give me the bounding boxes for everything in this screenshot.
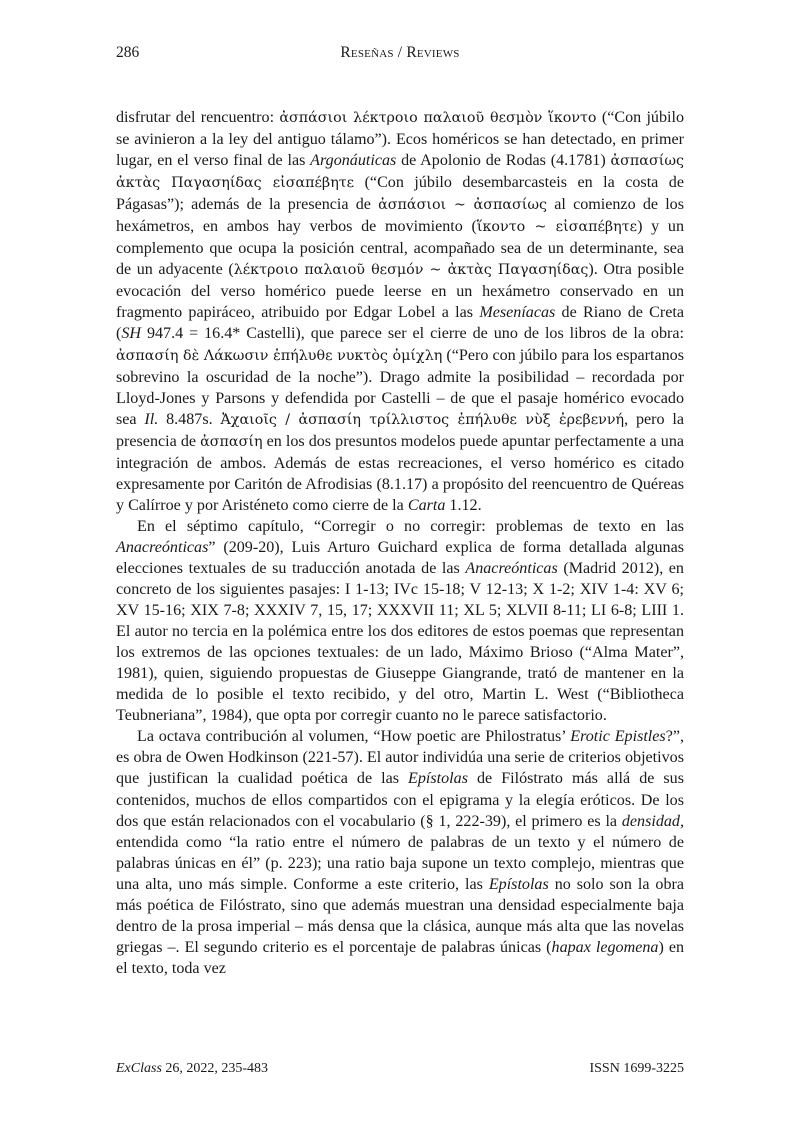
text-run: (“Con júbilo desembarcasteis en la costa de Págasas”); además de la presencia de	[116, 174, 684, 214]
text-run: ). Otra posible evocación del verso homérico puede leerse en un hexámetro conservado en un fragmento papiráceo, atribuido por Edgar Lobel a las	[116, 261, 684, 322]
text-run: , pero la presencia de	[116, 410, 685, 450]
text-run: (Madrid 2012), en concreto de los siguientes pasajes: I 1-13; IVc 15-18; V 12-13; X 1-2; XIV 1-4: XV 6; XV 15-16; XIX 7-8; XXXIV 7, 15, 17; XXXVII 11; XL 5; XLVII 8-11; LI 6-8; LIII 1. El autor no tercia en la polémica entre los dos editores de estos poemas que representan los extremos de las opciones textuales: de un lado, Máximo Brioso (“Alma Mater”, 1981), quien, siguiendo propuestas de Giuseppe Giangrande, trató de mantener en la medida de lo posible el texto recibido, y del otro, Martin L. West (“Bibliotheca Teubneriana”, 1984), que opta por corregir cuanto no le parece satisfactorio.	[116, 559, 684, 725]
greek-quote: Ἀχαιοῖς / ἀσπασίη τρίλλιστος ἐπήλυθε νὺξ ἐρεβεννή	[220, 411, 625, 428]
text-run: ) en el texto, toda vez	[116, 938, 685, 977]
italic-term: Anacreónticas	[465, 559, 558, 577]
text-run: al comienzo de los hexámetros, en ambos hay verbos de movimiento (	[116, 196, 684, 236]
italic-term: hapax legomena	[551, 938, 659, 956]
text-run: entendida como “la ratio entre el número de palabras de un texto y el número de palabras únicas en él” (p. 223); una ratio baja supone un texto complejo, mientras que una alta, uno más simple. Conforme a este criterio, las	[116, 833, 684, 893]
italic-term: Epístolas	[488, 875, 549, 893]
greek-quote: ἀσπάσιοι ~ ἀσπασίως	[378, 197, 548, 214]
italic-term: Meseníacas	[479, 304, 556, 322]
greek-quote: ἀσπασίως ἀκτὰς Παγασηίδας εἰσαπέβητε	[116, 153, 684, 192]
paragraph	[116, 516, 684, 726]
italic-term: Erotic Epistles	[570, 728, 666, 746]
volume-pages: 26, 2022, 235-483	[161, 1061, 269, 1076]
page-number: 286	[116, 44, 140, 61]
italic-term: Il.	[144, 410, 159, 428]
italic-term: SH	[121, 325, 142, 343]
text-run: (“Pero con júbilo para los espartanos sobrevino la oscuridad de la noche”). Drago admite la posibilidad – recordada por Lloyd-Jones y Parsons y defendida por Castelli – de que el pasaje homérico evocado sea	[116, 346, 684, 428]
text-run: no solo son la obra más poética de Filóstrato, sino que además muestran una densidad especialmente baja dentro de la prosa imperial – más densa que la clásica, aunque más alta que las novelas griegas –. El segundo criterio es el porcentaje de palabras únicas (	[116, 875, 685, 956]
paragraph	[116, 726, 684, 979]
page-footer	[116, 1061, 684, 1081]
text-run: de Riano de Creta (	[116, 304, 684, 343]
body-text	[116, 107, 684, 979]
text-run: 8.487s.	[158, 410, 221, 428]
text-run: 1.12.	[445, 496, 482, 514]
text-run: En el séptimo capítulo, “Corregir o no corregir: problemas de texto en las	[137, 517, 684, 535]
italic-term: densidad,	[621, 812, 684, 830]
text-run: ?”, es obra de Owen Hodkinson (221-57). El autor individúa una serie de criterios objetivos que justifican la cualidad poética de las	[116, 728, 684, 788]
italic-term: Argonáuticas	[310, 152, 397, 170]
text-run: 947.4 = 16.4* Castelli), que parece ser el cierre de uno de los libros de la obra:	[141, 325, 684, 343]
greek-quote: λέκτροιο παλαιοῦ θεσμόν ~ ἀκτὰς Παγασηίδας	[233, 262, 589, 279]
italic-term: Anacreónticas	[116, 538, 209, 556]
text-run: (“Con júbilo se avinieron a la ley del antiguo tálamo”). Ecos homéricos se han detectado, en primer lugar, en el verso final de las	[116, 109, 685, 170]
greek-quote: ἵκοντο ~ εἰσαπέβητε	[476, 219, 638, 236]
greek-quote: ἀσπασίη	[200, 433, 263, 450]
italic-term: Epístolas	[408, 770, 468, 788]
running-head: Reseñas / Reviews	[340, 44, 460, 61]
greek-quote: ἀσπάσιοι λέκτροιο παλαιοῦ θεσμὸν ἵκοντο	[279, 110, 597, 126]
issn: ISSN 1699-3225	[589, 1061, 684, 1076]
text-run: de Filóstrato más allá de sus contenidos, muchos de ellos compartidos con el epigrama y la elegía eróticos. De los dos que están relacionados con el vocabulario (§ 1, 222-39), el primero es la	[116, 770, 684, 830]
greek-quote: ἀσπασίη δὲ Λάκωσιν ἐπήλυθε νυκτὸς ὀμίχλη	[116, 347, 443, 364]
paragraph	[116, 107, 684, 516]
page-header	[116, 44, 684, 68]
text-run: disfrutar del rencuentro:	[116, 109, 280, 126]
italic-term: Carta	[407, 496, 446, 514]
journal-name: ExClass	[116, 1061, 162, 1076]
text-run: La octava contribución al volumen, “How poetic are Philostratus’	[137, 728, 571, 746]
text-run: en los dos presuntos modelos puede apuntar perfectamente a una integración de ambos. Además de estas recreaciones, el verso homérico es citado expresamente por Caritón de Afrodisias (8.1.17) a propósito del reencuentro de Quéreas y Calírroe y por Aristéneto como cierre de la	[116, 432, 685, 514]
journal-citation	[116, 1061, 268, 1077]
text-run: ) y un complemento que ocupa la posición central, acompañado sea de un determinante, sea de un adyacente (	[116, 218, 684, 279]
text-run: de Apolonio de Rodas (4.1781)	[396, 152, 611, 170]
text-run: ” (209-20), Luis Arturo Guichard explica de forma detallada algunas elecciones textuales de su traducción anotada de las	[116, 538, 684, 577]
